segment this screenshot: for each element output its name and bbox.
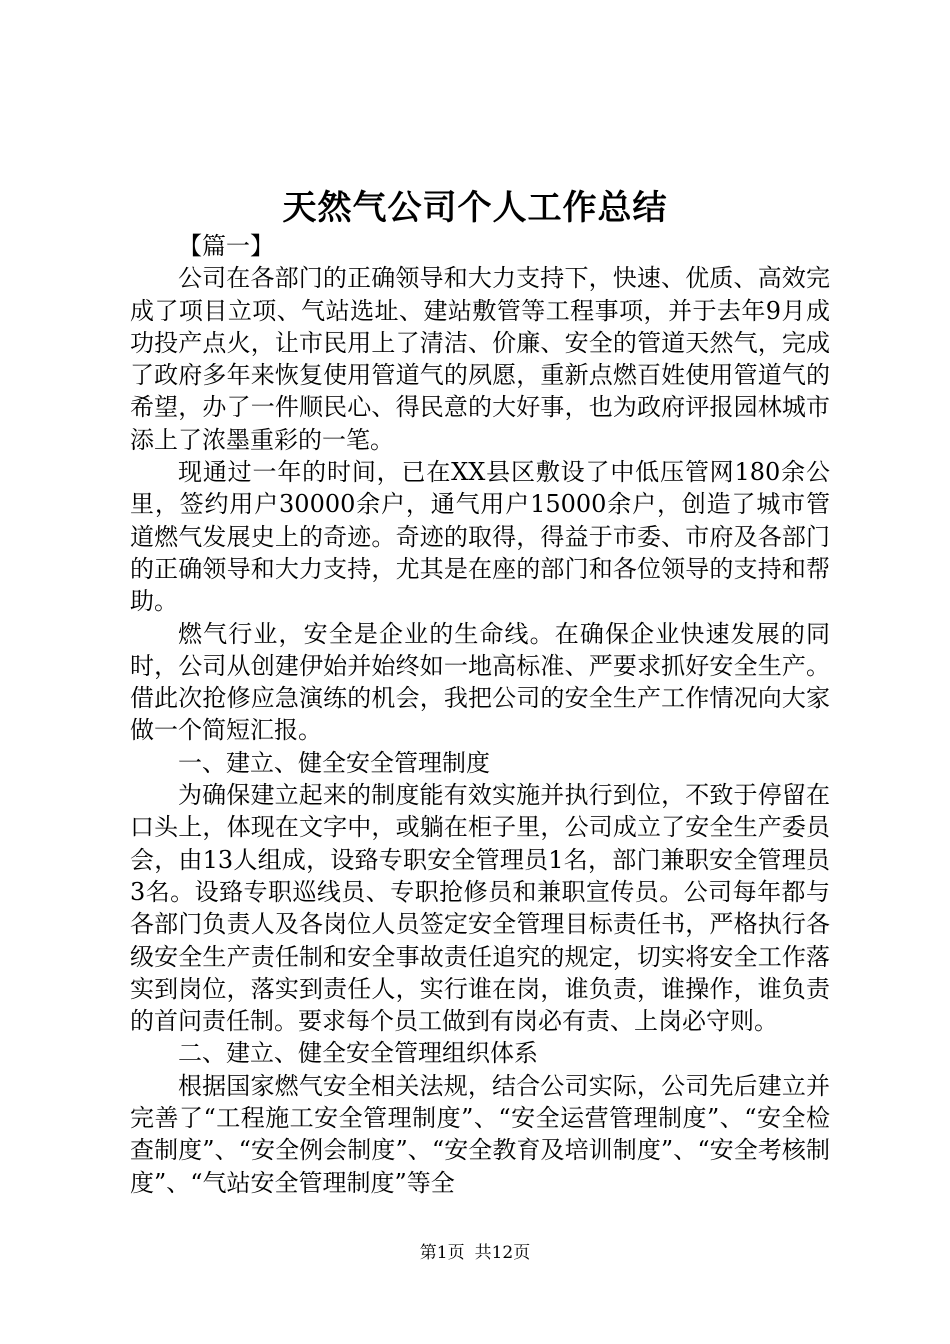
document-body (130, 230, 830, 1199)
page-footer (0, 1241, 950, 1265)
section-label: 【篇一】 (178, 232, 274, 260)
paragraph: 燃气行业，安全是企业的生命线。在确保企业快速发展的同时，公司从创建伊始并始终如一地高标准、严要求抓好安全生产。借此次抢修应急演练的机会，我把公司的安全生产工作情况向大家做一个简短汇报。 (130, 619, 830, 745)
page-total: 共12页 (474, 1243, 531, 1263)
section-heading: 一、建立、健全安全管理制度 (178, 748, 490, 777)
document-title: 天然气公司个人工作总结 (282, 188, 668, 228)
page-number: 第1页 (419, 1243, 465, 1263)
paragraph: 为确保建立起来的制度能有效实施并执行到位，不致于停留在口头上，体现在文字中，或躺在柜子里，公司成立了安全生产委员会，由13人组成，设臵专职安全管理员1名，部门兼职安全管理员3名。设臵专职巡线员、专职抢修员和兼职宣传员。公司每年都与各部门负责人及各岗位人员签定安全管理目标责任书，严格执行各级安全生产责任制和安全事故责任追究的规定，切实将安全工作落实到岗位，落实到责任人，实行谁在岗，谁负责，谁操作，谁负责的首问责任制。要求每个员工做到有岗必有责、上岗必守则。 (130, 781, 830, 1036)
section-heading: 二、建立、健全安全管理组织体系 (178, 1039, 538, 1068)
paragraph: 公司在各部门的正确领导和大力支持下，快速、优质、高效完成了项目立项、气站选址、建站敷管等工程事项，并于去年9月成功投产点火，让市民用上了清洁、价廉、安全的管道天然气，完成了政府多年来恢复使用管道气的夙愿，重新点燃百姓使用管道气的希望，办了一件顺民心、得民意的大好事，也为政府评报园林城市添上了浓墨重彩的一笔。 (130, 264, 830, 454)
paragraph: 根据国家燃气安全相关法规，结合公司实际，公司先后建立并完善了“工程施工安全管理制度”、“安全运营管理制度”、“安全检查制度”、“安全例会制度”、“安全教育及培训制度”、“安全考核制度”、“气站安全管理制度”等全 (130, 1071, 830, 1197)
paragraph: 现通过一年的时间，已在XX县区敷设了中低压管网180余公里，签约用户30000余户，通气用户15000余户，创造了城市管道燃气发展史上的奇迹。奇迹的取得，得益于市委、市府及各部门的正确领导和大力支持，尤其是在座的部门和各位领导的支持和帮助。 (130, 458, 830, 616)
